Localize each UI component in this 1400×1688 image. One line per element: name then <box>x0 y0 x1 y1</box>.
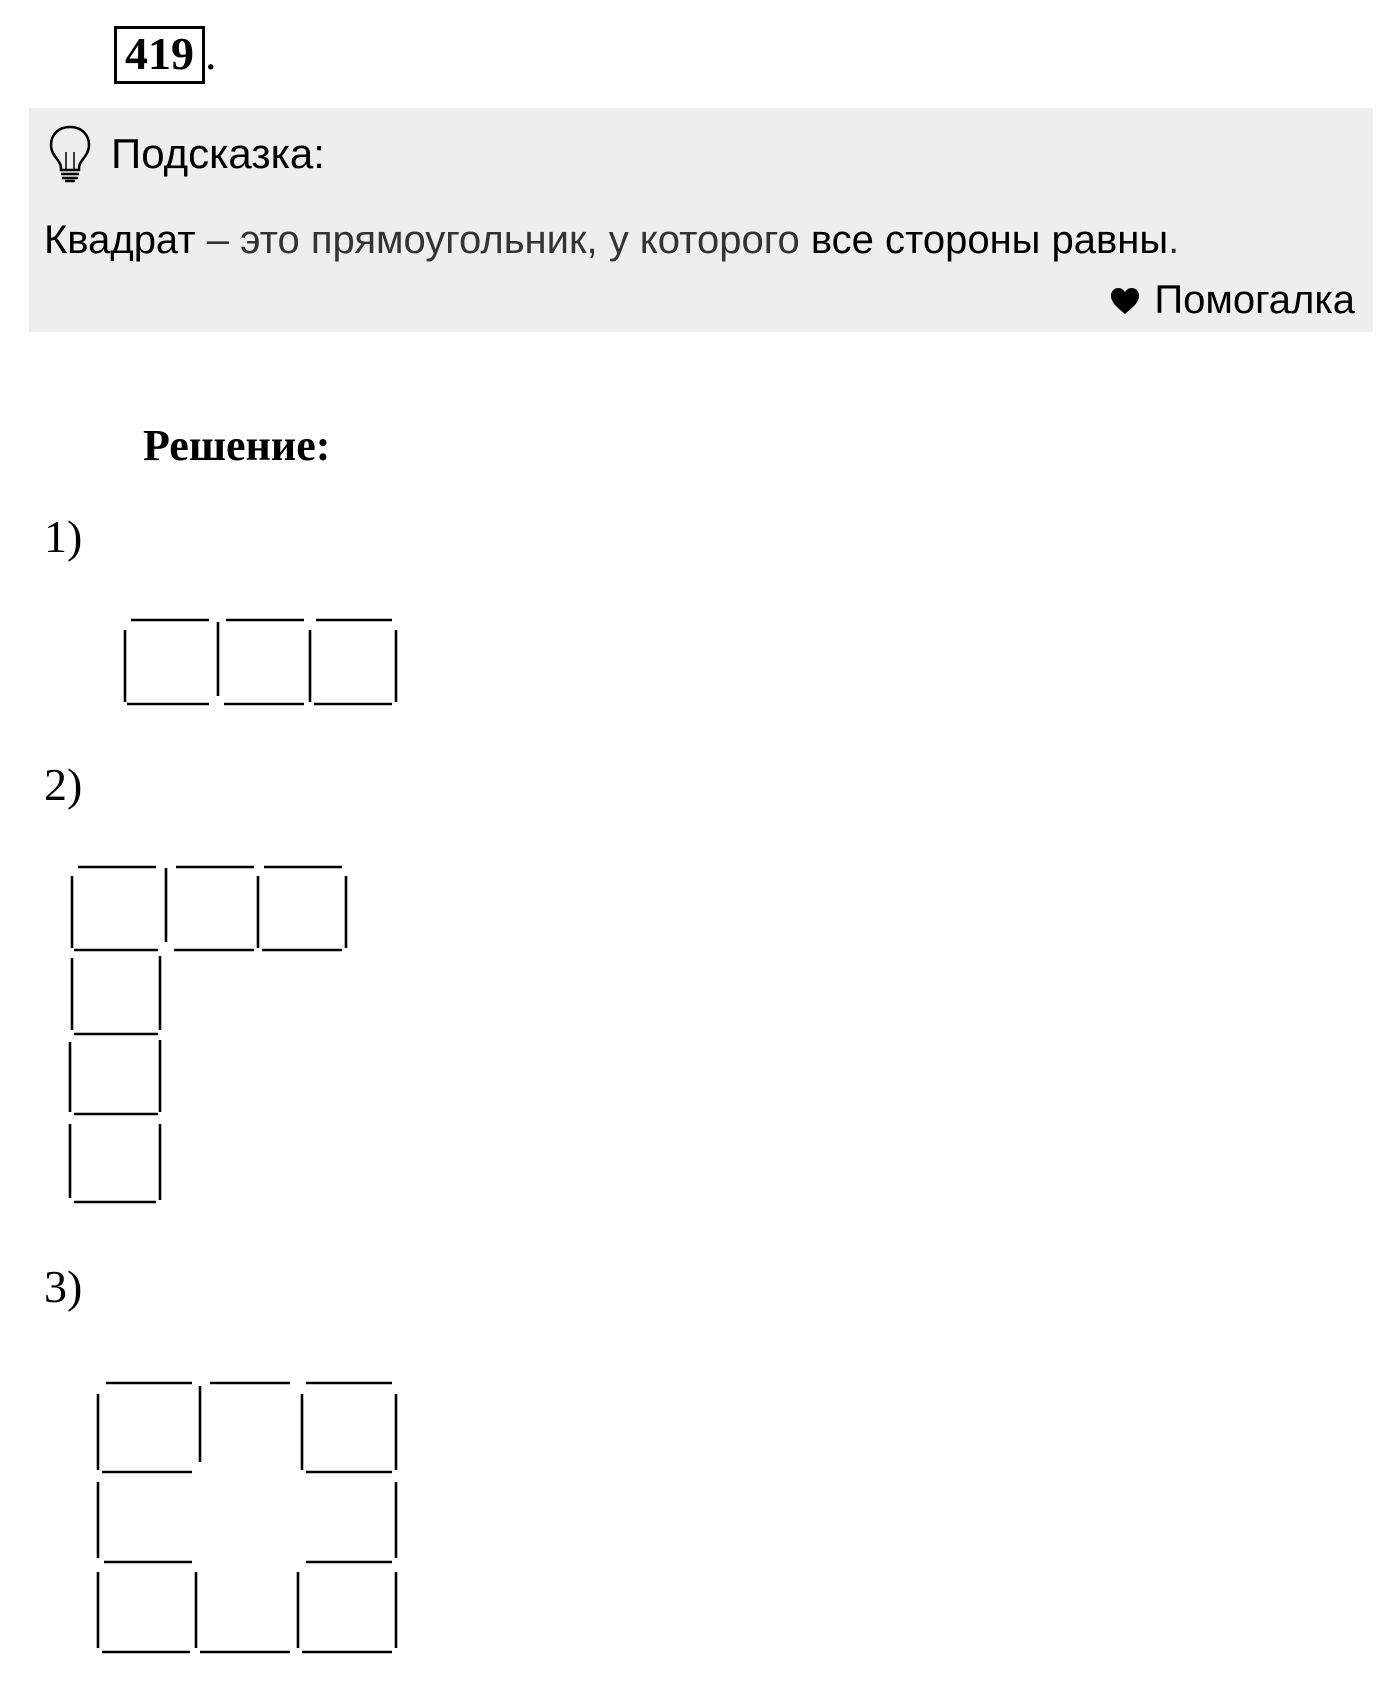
solution-item-2-label: 2) <box>44 759 83 810</box>
hint-title: Подсказка: <box>111 130 325 177</box>
hint-text <box>44 218 1179 263</box>
exercise-number-box: 419 <box>114 26 205 84</box>
figure-2 <box>70 867 346 1202</box>
hint-credit-text: Помогалка <box>1154 278 1355 322</box>
hint-box <box>29 108 1373 332</box>
hint-emphasis: все стороны равны <box>810 218 1169 262</box>
solution-item-3-label: 3) <box>44 1261 83 1312</box>
exercise-number-dot: . <box>205 28 217 79</box>
lightbulb-icon <box>47 124 93 184</box>
heart-icon <box>1110 287 1140 315</box>
solution-title: Решение: <box>143 421 331 470</box>
solution-item-1-label: 1) <box>44 511 83 562</box>
hint-credit <box>1110 278 1355 323</box>
hint-header <box>47 122 325 186</box>
figure-3 <box>98 1383 396 1652</box>
exercise-number <box>114 26 217 84</box>
figure-1 <box>125 620 396 704</box>
hint-text-middle: – это прямоугольник, у которого <box>195 218 811 262</box>
hint-term: Квадрат <box>44 218 196 262</box>
hint-text-end: . <box>1168 218 1180 262</box>
